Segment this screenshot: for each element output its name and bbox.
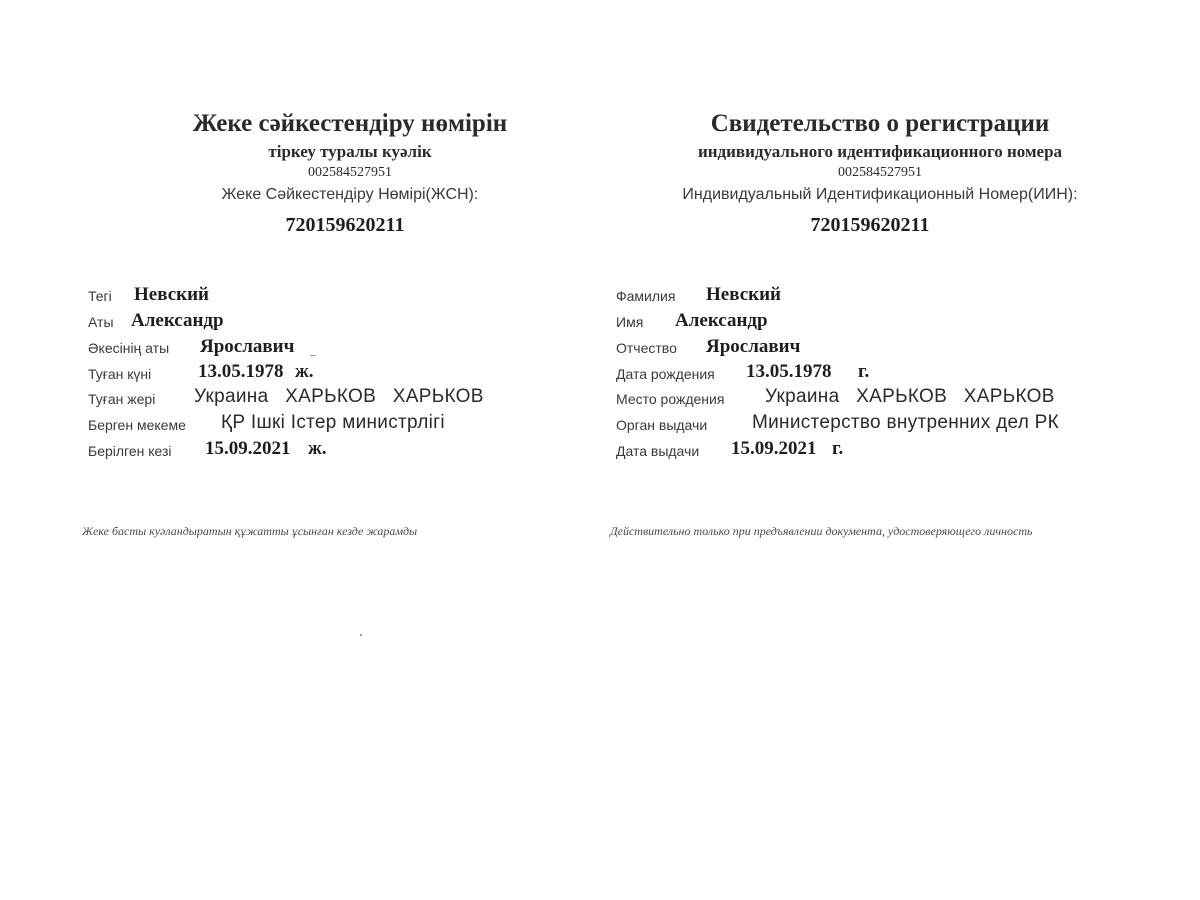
scan-speck bbox=[360, 634, 362, 636]
kz-birth-date-value: 13.05.1978 bbox=[198, 361, 284, 382]
ru-birth-date-suffix: г. bbox=[858, 361, 870, 382]
kz-issue-date-suffix: ж. bbox=[308, 438, 327, 459]
ru-iin-number: 720159620211 bbox=[810, 214, 930, 236]
ru-patronymic-label: Отчество bbox=[616, 340, 677, 356]
kz-validity-note: Жеке басты куәландыратын құжатты ұсынған кезде жарамды bbox=[82, 524, 418, 538]
ru-name-label: Имя bbox=[616, 314, 644, 330]
ru-subtitle: индивидуального идентификационного номера bbox=[697, 142, 1063, 161]
kz-issuer-value: ҚР Ішкі Істер министрлігі bbox=[221, 412, 445, 433]
scan-speck bbox=[310, 355, 316, 356]
kz-birth-date-suffix: ж. bbox=[295, 361, 314, 382]
kz-patronymic-label: Әкесінің аты bbox=[88, 340, 170, 356]
ru-name-value: Александр bbox=[675, 310, 768, 331]
ru-birth-place-label: Место рождения bbox=[616, 391, 725, 407]
ru-surname-label: Фамилия bbox=[616, 288, 676, 304]
ru-title: Свидетельство о регистрации bbox=[710, 110, 1050, 137]
kz-birth-place-value: Украина ХАРЬКОВ ХАРЬКОВ bbox=[194, 386, 484, 407]
kz-subtitle: тіркеу туралы куәлік bbox=[268, 142, 432, 161]
kz-patronymic-value: Ярославич bbox=[200, 336, 295, 357]
ru-birth-place-value: Украина ХАРЬКОВ ХАРЬКОВ bbox=[765, 386, 1055, 407]
ru-issue-date-label: Дата выдачи bbox=[616, 443, 700, 459]
kz-surname-value: Невский bbox=[134, 284, 209, 305]
kz-title: Жеке сәйкестендіру нөмірін bbox=[192, 110, 508, 137]
kz-issuer-label: Берген мекеме bbox=[88, 417, 186, 433]
kz-issue-date-value: 15.09.2021 bbox=[205, 438, 291, 459]
kz-birth-date-label: Туған күні bbox=[88, 366, 152, 382]
ru-issuer-value: Министерство внутренних дел РК bbox=[752, 412, 1060, 433]
ru-birth-date-value: 13.05.1978 bbox=[746, 361, 832, 382]
ru-validity-note: Действительно только при предъявлении документа, удостоверяющего личность bbox=[610, 524, 1033, 538]
kz-name-value: Александр bbox=[131, 310, 224, 331]
kz-surname-label: Тегі bbox=[88, 288, 112, 304]
ru-birth-date-label: Дата рождения bbox=[616, 366, 715, 382]
kz-serial-number: 002584527951 bbox=[308, 165, 392, 180]
ru-serial-number: 002584527951 bbox=[838, 165, 922, 180]
kz-issue-date-label: Берілген кезі bbox=[88, 443, 172, 459]
ru-issuer-label: Орган выдачи bbox=[616, 417, 708, 433]
ru-issue-date-suffix: г. bbox=[832, 438, 844, 459]
ru-number-label: Индивидуальный Идентификационный Номер(ИИН): bbox=[682, 186, 1078, 203]
ru-patronymic-value: Ярославич bbox=[706, 336, 801, 357]
kz-iin-number: 720159620211 bbox=[285, 214, 405, 236]
kz-name-label: Аты bbox=[88, 314, 114, 330]
ru-surname-value: Невский bbox=[706, 284, 781, 305]
kz-birth-place-label: Туған жері bbox=[88, 391, 156, 407]
kz-number-label: Жеке Сәйкестендіру Нөмірі(ЖСН): bbox=[221, 186, 479, 203]
ru-issue-date-value: 15.09.2021 bbox=[731, 438, 817, 459]
